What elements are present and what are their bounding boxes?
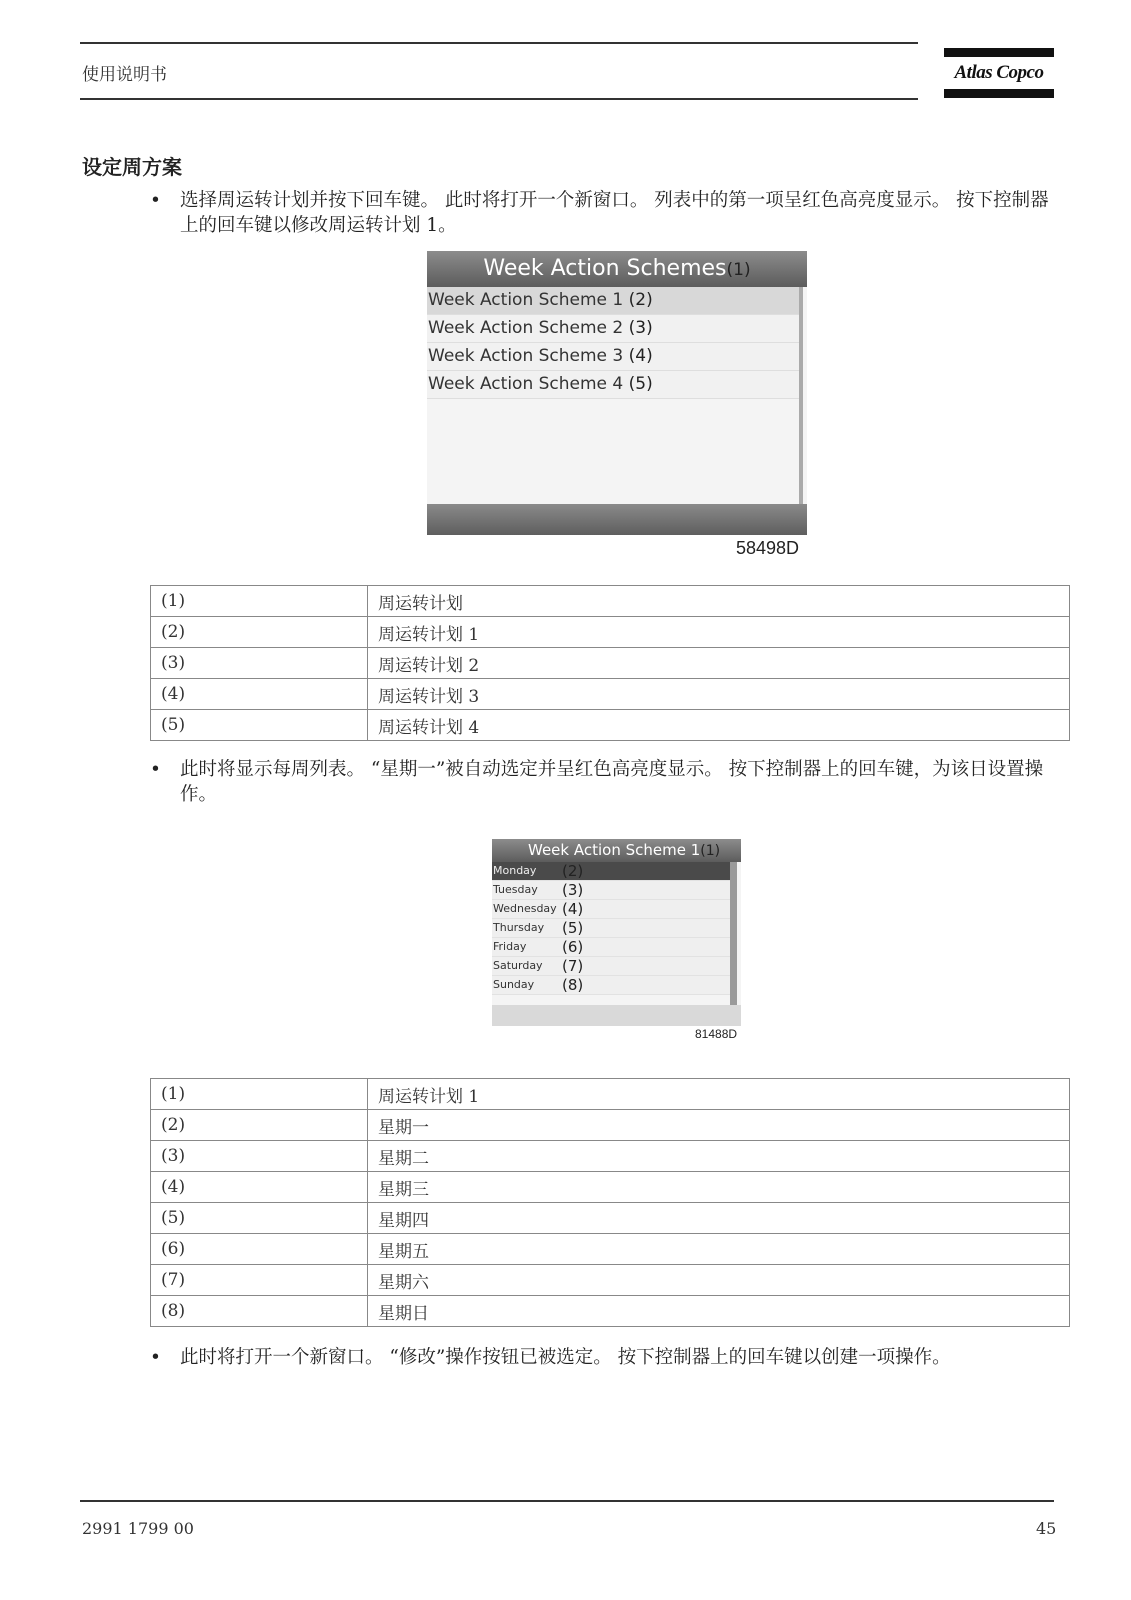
callout-number: (3) <box>562 881 584 899</box>
table-cell-value: 星期三 <box>368 1172 1070 1203</box>
table-cell-value: 星期五 <box>368 1234 1070 1265</box>
list-item-scheme-2[interactable] <box>427 315 799 343</box>
table-cell-key: (6) <box>151 1234 368 1265</box>
table-cell-key: (3) <box>151 648 368 679</box>
screen-title-text: Week Action Scheme 1 <box>528 841 701 859</box>
screen-title <box>492 839 741 862</box>
bullet-icon: • <box>150 190 161 211</box>
table-cell-key: (5) <box>151 1203 368 1234</box>
table-cell-value: 星期一 <box>368 1110 1070 1141</box>
table-row <box>151 1110 1070 1141</box>
day-list <box>492 862 730 995</box>
document-number: 2991 1799 00 <box>82 1519 194 1538</box>
table-cell-value: 周运转计划 1 <box>368 617 1070 648</box>
week-action-schemes-screen <box>427 251 807 535</box>
table-cell-value: 星期四 <box>368 1203 1070 1234</box>
table-row <box>151 679 1070 710</box>
table-cell-key: (1) <box>151 1079 368 1110</box>
section-title: 设定周方案 <box>82 155 182 179</box>
screen-title-text: Week Action Schemes <box>483 256 727 281</box>
callout-number: (4) <box>628 346 653 366</box>
day-label: Tuesday <box>493 883 538 896</box>
table-row <box>151 1172 1070 1203</box>
list-item-wednesday[interactable] <box>492 900 730 919</box>
table-cell-key: (1) <box>151 586 368 617</box>
callout-number: (5) <box>562 919 584 937</box>
list-item-sunday[interactable] <box>492 976 730 995</box>
table-cell-key: (7) <box>151 1265 368 1296</box>
manual-title: 使用说明书 <box>82 65 167 85</box>
bullet-paragraph <box>150 1345 1060 1370</box>
callout-number: (2) <box>628 290 653 310</box>
list-item-scheme-4[interactable] <box>427 371 799 399</box>
figure-code: 81488D <box>695 1027 738 1041</box>
table-row <box>151 710 1070 741</box>
scrollbar[interactable] <box>799 287 803 505</box>
callout-number: (7) <box>562 957 584 975</box>
bullet-text: 选择周运转计划并按下回车键。 此时将打开一个新窗口。 列表中的第一项呈红色高亮度显示。 按下控制器上的回车键以修改周运转计划 1。 <box>180 190 1049 236</box>
table-cell-key: (8) <box>151 1296 368 1327</box>
screen-title <box>427 251 807 287</box>
list-item-friday[interactable] <box>492 938 730 957</box>
day-label: Saturday <box>493 959 543 972</box>
screen-footer-bar <box>427 504 807 535</box>
list-item-label: Week Action Scheme 4 <box>428 374 624 394</box>
table-cell-key: (4) <box>151 1172 368 1203</box>
table-row <box>151 1234 1070 1265</box>
day-label: Thursday <box>493 921 545 934</box>
header-bottom-rule <box>80 98 918 100</box>
day-label: Monday <box>493 864 537 877</box>
callout-number: (2) <box>562 862 584 880</box>
logo-bottom-bar <box>944 89 1054 98</box>
list-item-scheme-3[interactable] <box>427 343 799 371</box>
day-label: Sunday <box>493 978 535 991</box>
bullet-icon: • <box>150 1347 161 1368</box>
footer-rule <box>80 1500 1054 1502</box>
list-item-label: Week Action Scheme 3 <box>428 346 624 366</box>
callout-number: (5) <box>628 374 653 394</box>
legend-table <box>150 1078 1070 1327</box>
table-cell-value: 周运转计划 2 <box>368 648 1070 679</box>
list-item-monday[interactable] <box>492 862 730 881</box>
table-row <box>151 648 1070 679</box>
bullet-paragraph <box>150 757 1060 807</box>
day-label: Wednesday <box>493 902 557 915</box>
logo-top-bar <box>944 48 1054 57</box>
table-cell-key: (5) <box>151 710 368 741</box>
table-cell-value: 星期日 <box>368 1296 1070 1327</box>
scheme-list <box>427 287 799 399</box>
list-item-tuesday[interactable] <box>492 881 730 900</box>
bullet-paragraph <box>150 188 1060 238</box>
callout-number: (1) <box>726 260 751 280</box>
day-label: Friday <box>493 940 527 953</box>
list-item-saturday[interactable] <box>492 957 730 976</box>
week-action-scheme-1-screen <box>492 839 741 1026</box>
legend-table <box>150 585 1070 741</box>
table-cell-key: (2) <box>151 1110 368 1141</box>
table-cell-key: (3) <box>151 1141 368 1172</box>
table-row <box>151 617 1070 648</box>
table-cell-value: 周运转计划 3 <box>368 679 1070 710</box>
table-row <box>151 1141 1070 1172</box>
atlas-copco-logo: Atlas Copco <box>954 62 1044 83</box>
bullet-text: 此时将打开一个新窗口。 “修改”操作按钮已被选定。 按下控制器上的回车键以创建一项操作。 <box>180 1347 951 1368</box>
callout-number: (3) <box>628 318 653 338</box>
table-cell-value: 周运转计划 4 <box>368 710 1070 741</box>
table-cell-value: 星期六 <box>368 1265 1070 1296</box>
header-top-rule <box>80 42 918 44</box>
table-row <box>151 1203 1070 1234</box>
bullet-text: 此时将显示每周列表。 “星期一”被自动选定并呈红色高亮度显示。 按下控制器上的回车键，为该日设置操作。 <box>180 759 1044 805</box>
screen-footer-bar <box>492 1005 741 1026</box>
callout-number: (8) <box>562 976 584 994</box>
page-number: 45 <box>1036 1519 1057 1538</box>
table-cell-value: 星期二 <box>368 1141 1070 1172</box>
bullet-icon: • <box>150 759 161 780</box>
scrollbar[interactable] <box>730 862 737 1005</box>
table-cell-value: 周运转计划 1 <box>368 1079 1070 1110</box>
table-row <box>151 1079 1070 1110</box>
table-row <box>151 586 1070 617</box>
table-row <box>151 1296 1070 1327</box>
callout-number: (4) <box>562 900 584 918</box>
list-item-label: Week Action Scheme 2 <box>428 318 624 338</box>
table-cell-key: (4) <box>151 679 368 710</box>
table-cell-value: 周运转计划 <box>368 586 1070 617</box>
table-cell-key: (2) <box>151 617 368 648</box>
list-item-thursday[interactable] <box>492 919 730 938</box>
list-item-scheme-1[interactable] <box>427 287 799 315</box>
table-row <box>151 1265 1070 1296</box>
list-item-label: Week Action Scheme 1 <box>428 290 624 310</box>
callout-number: (6) <box>562 938 584 956</box>
figure-code: 58498D <box>736 538 800 558</box>
callout-number: (1) <box>700 843 721 859</box>
